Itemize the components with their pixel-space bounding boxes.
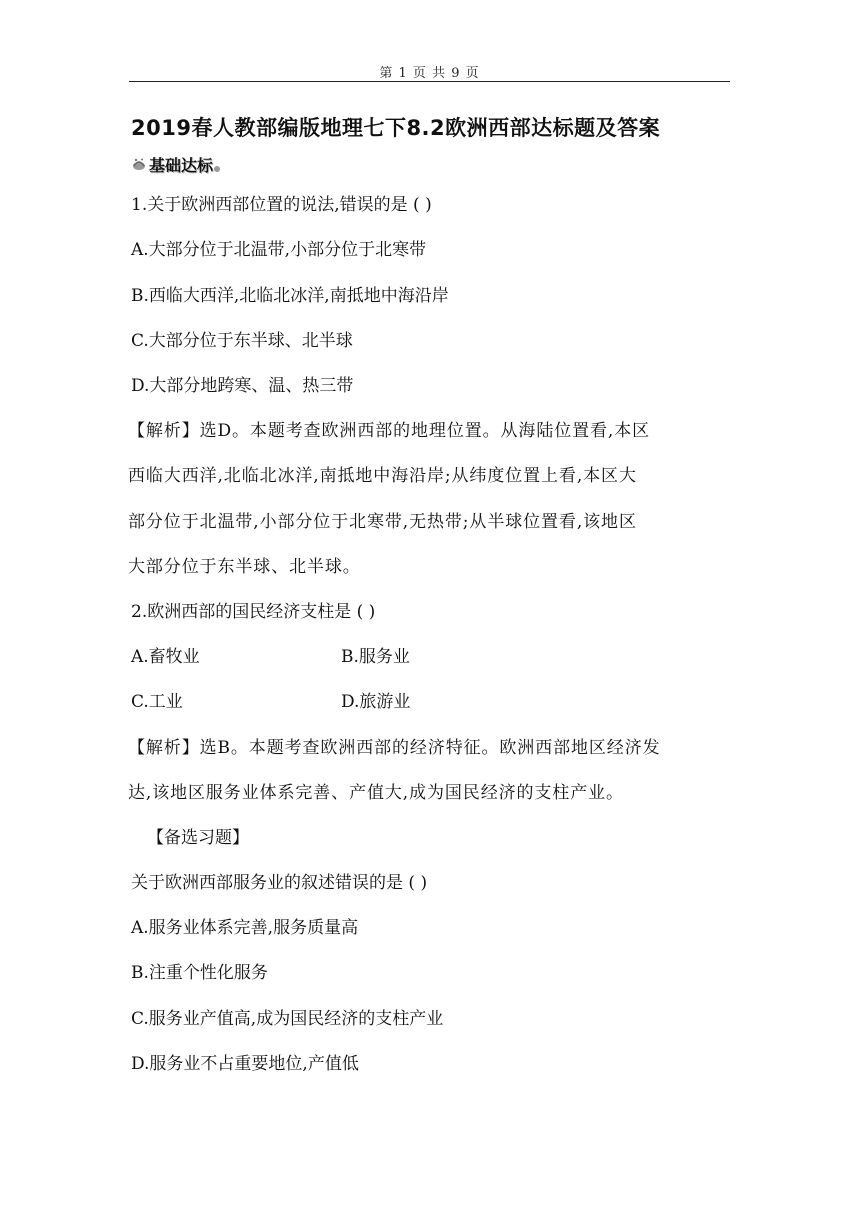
- extra-option-c: C.服务业产值高,成为国民经济的支柱产业: [131, 1009, 444, 1029]
- q1-option-d: D.大部分地跨寒、温、热三带: [131, 376, 354, 396]
- q1-analysis-line: 大部分位于东半球、北半球。: [128, 557, 361, 577]
- page-header: 第 1 页 共 9 页: [379, 66, 480, 81]
- q1-option-a: A.大部分位于北温带,小部分位于北寒带: [131, 240, 427, 260]
- document-title: 2019春人教部编版地理七下8.2欧洲西部达标题及答案: [131, 116, 661, 140]
- q2-option-d: D.旅游业: [341, 692, 411, 712]
- extra-option-a: A.服务业体系完善,服务质量高: [131, 918, 359, 938]
- extra-heading: 【备选习题】: [147, 828, 249, 848]
- q1-option-b: B.西临大西洋,北临北冰洋,南抵地中海沿岸: [131, 286, 449, 306]
- q2-analysis-line: 【解析】选B。本题考查欧洲西部的经济特征。欧洲西部地区经济发: [128, 738, 661, 758]
- header-rule: [129, 81, 730, 82]
- q2-option-c: C.工业: [131, 692, 183, 712]
- q2-option-a: A.畜牧业: [131, 647, 200, 667]
- section-tail-dot: [214, 166, 220, 172]
- extra-stem: 关于欧洲西部服务业的叙述错误的是 ( ): [131, 873, 428, 893]
- q1-stem: 1.关于欧洲西部位置的说法,错误的是 ( ): [131, 195, 432, 215]
- q1-analysis-line: 西临大西洋,北临北冰洋,南抵地中海沿岸;从纬度位置上看,本区大: [128, 466, 637, 486]
- q2-analysis-line: 达,该地区服务业体系完善、产值大,成为国民经济的支柱产业。: [128, 783, 624, 803]
- q1-option-c: C.大部分位于东半球、北半球: [131, 331, 353, 351]
- q1-analysis-line: 【解析】选D。本题考查欧洲西部的地理位置。从海陆位置看,本区: [128, 421, 651, 441]
- q2-stem: 2.欧洲西部的国民经济支柱是 ( ): [131, 602, 376, 622]
- extra-option-b: B.注重个性化服务: [131, 963, 268, 983]
- q1-analysis-line: 部分位于北温带,小部分位于北寒带,无热带;从半球位置看,该地区: [128, 512, 637, 532]
- leaf-sparkle-icon: [131, 156, 147, 172]
- q2-option-b: B.服务业: [341, 647, 410, 667]
- section-tag: [131, 152, 220, 176]
- extra-option-d: D.服务业不占重要地位,产值低: [131, 1054, 359, 1074]
- section-label: 基础达标: [149, 155, 214, 175]
